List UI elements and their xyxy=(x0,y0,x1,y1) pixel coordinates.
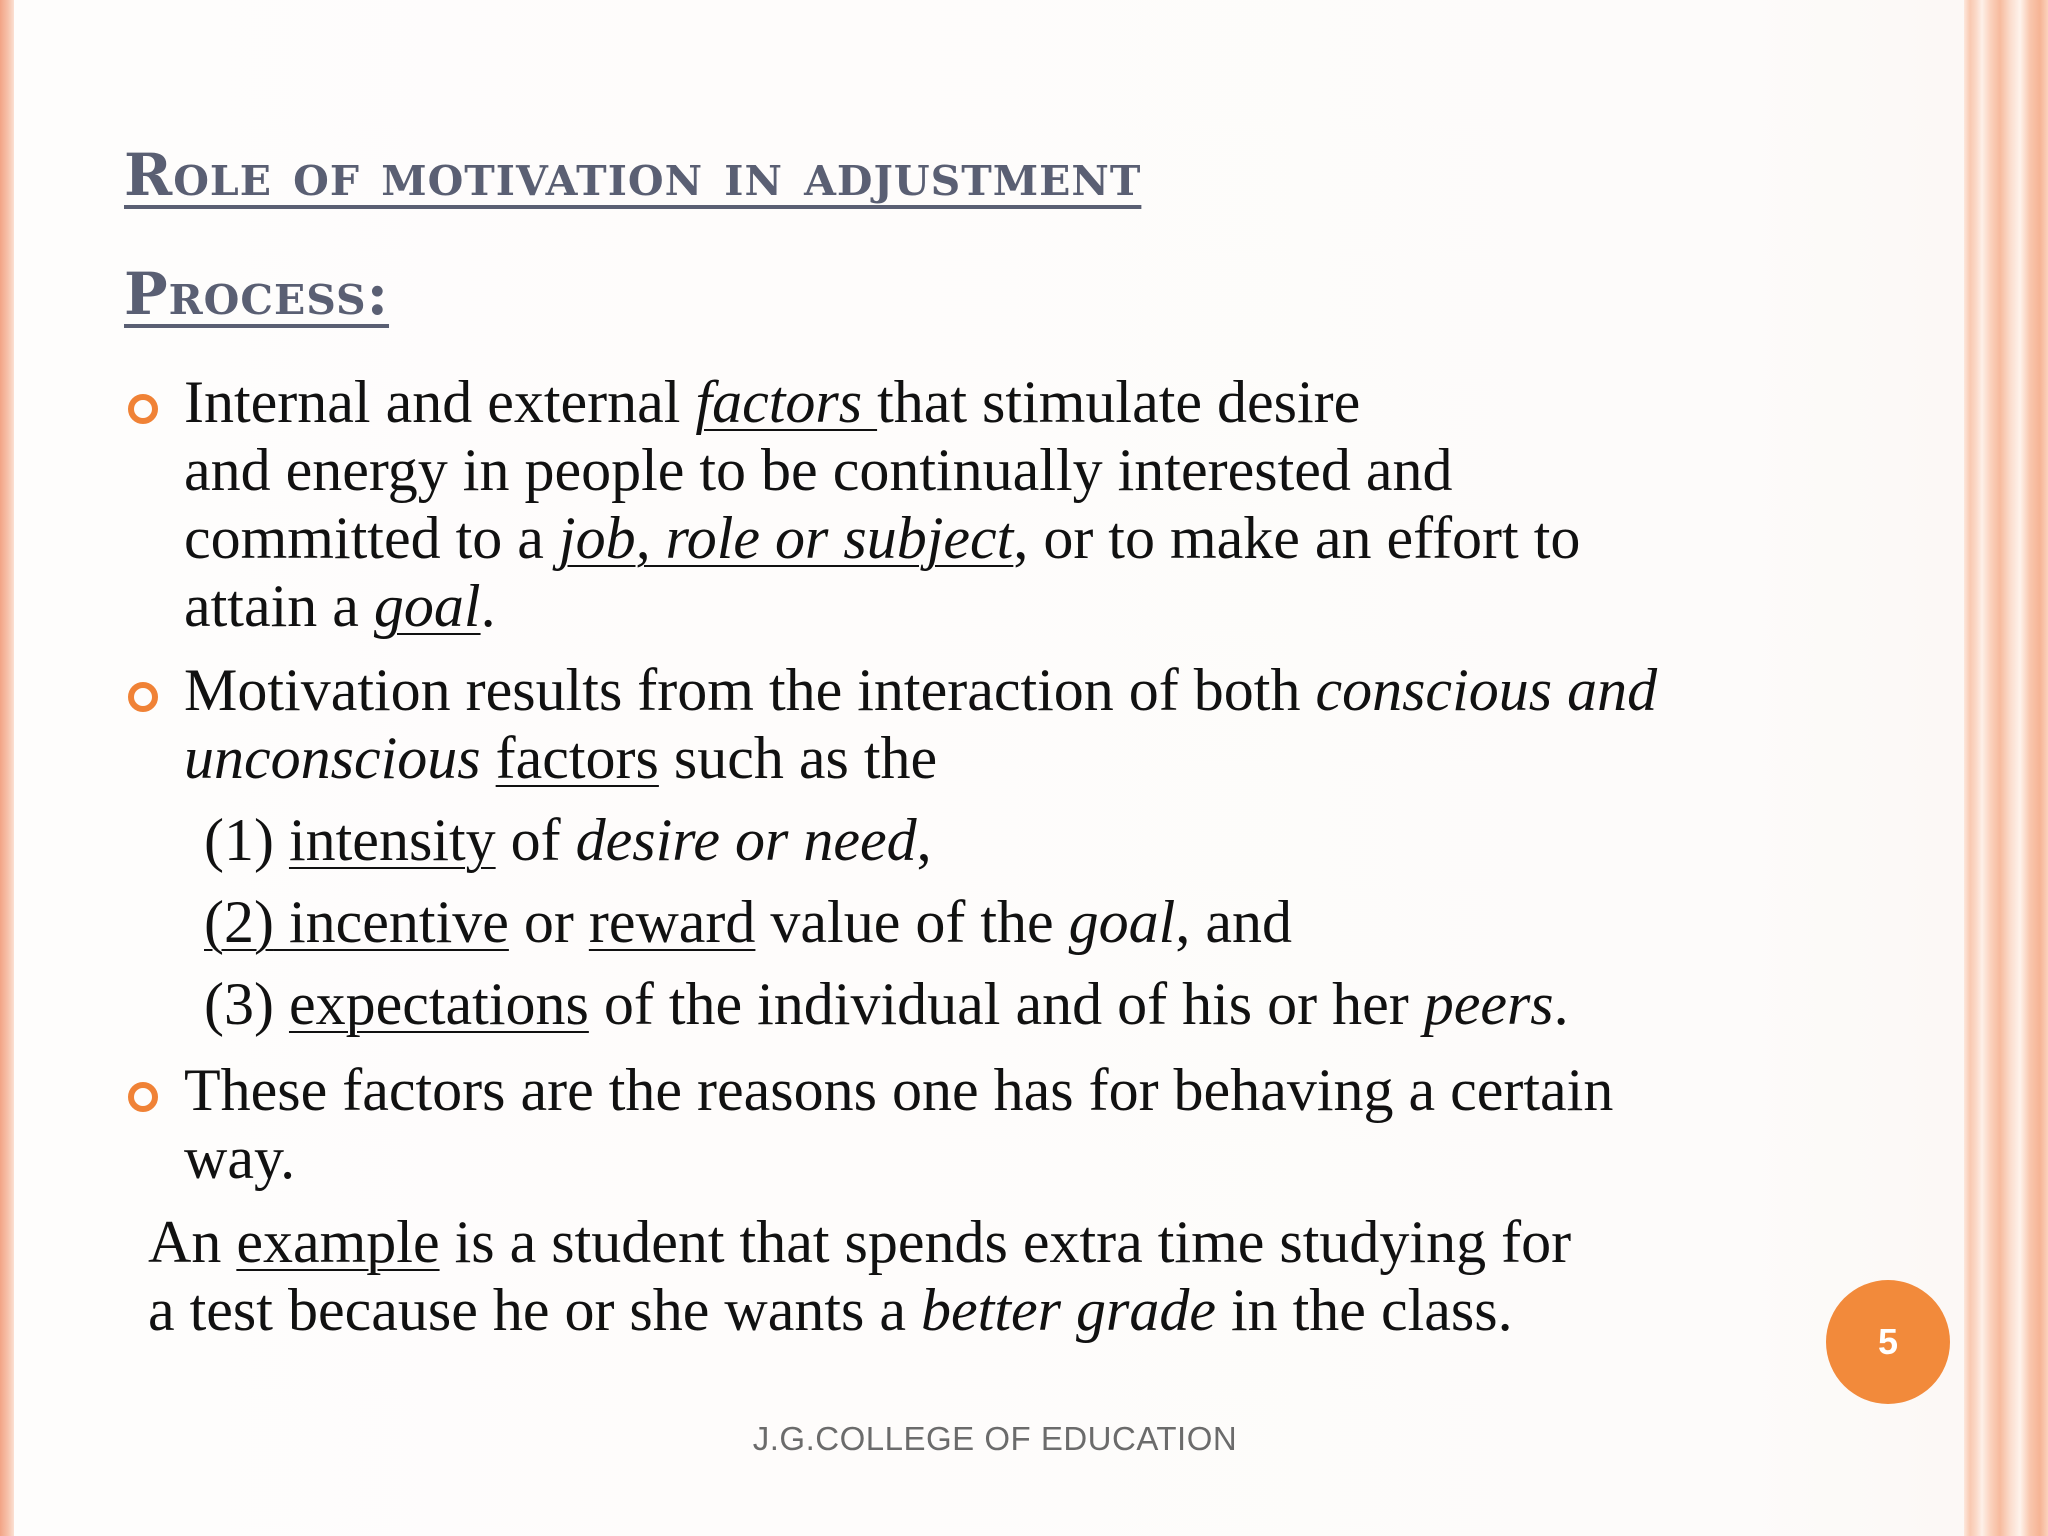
bullet-2-item-1: (1) intensity of desire or need, xyxy=(204,807,932,873)
bullet-3-line-2: way. xyxy=(184,1125,296,1191)
title-line-2: Process: xyxy=(124,260,390,328)
bullet-2-line-1: Motivation results from the interaction of both conscious and xyxy=(184,657,1658,723)
footer-text: J.G.COLLEGE OF EDUCATION xyxy=(752,1420,1238,1457)
bullet-circle-icon xyxy=(128,1082,158,1112)
example-line-1: An example is a student that spends extra time studying for xyxy=(148,1209,1572,1275)
bullet-2-line-2: unconscious factors such as the xyxy=(184,725,938,791)
bullet-1-line-3: committed to a job, role or subject, or to make an effort to xyxy=(184,505,1581,571)
bullet-3-line-1: These factors are the reasons one has for behaving a certain xyxy=(184,1057,1614,1123)
bullet-1-line-1: Internal and external factors that stimulate desire xyxy=(184,369,1361,435)
bullet-2-item-2: (2) incentive or reward value of the goal, and xyxy=(204,889,1292,955)
example-line-2: a test because he or she wants a better grade in the class. xyxy=(148,1277,1513,1343)
bullet-circle-icon xyxy=(128,394,158,424)
bullet-1-line-4: attain a goal. xyxy=(184,573,496,639)
slide-title xyxy=(124,120,1684,358)
bullet-2-item-3: (3) expectations of the individual and of his or her peers. xyxy=(204,971,1569,1037)
title-line-1: Role of motivation in adjustment xyxy=(124,141,1142,209)
right-stripes-decoration xyxy=(1964,0,2048,1536)
bullet-circle-icon xyxy=(128,682,158,712)
bullet-1-line-2: and energy in people to be continually interested and xyxy=(184,437,1453,503)
page-number-badge: 5 xyxy=(1826,1280,1950,1404)
left-border-decoration xyxy=(0,0,14,1536)
